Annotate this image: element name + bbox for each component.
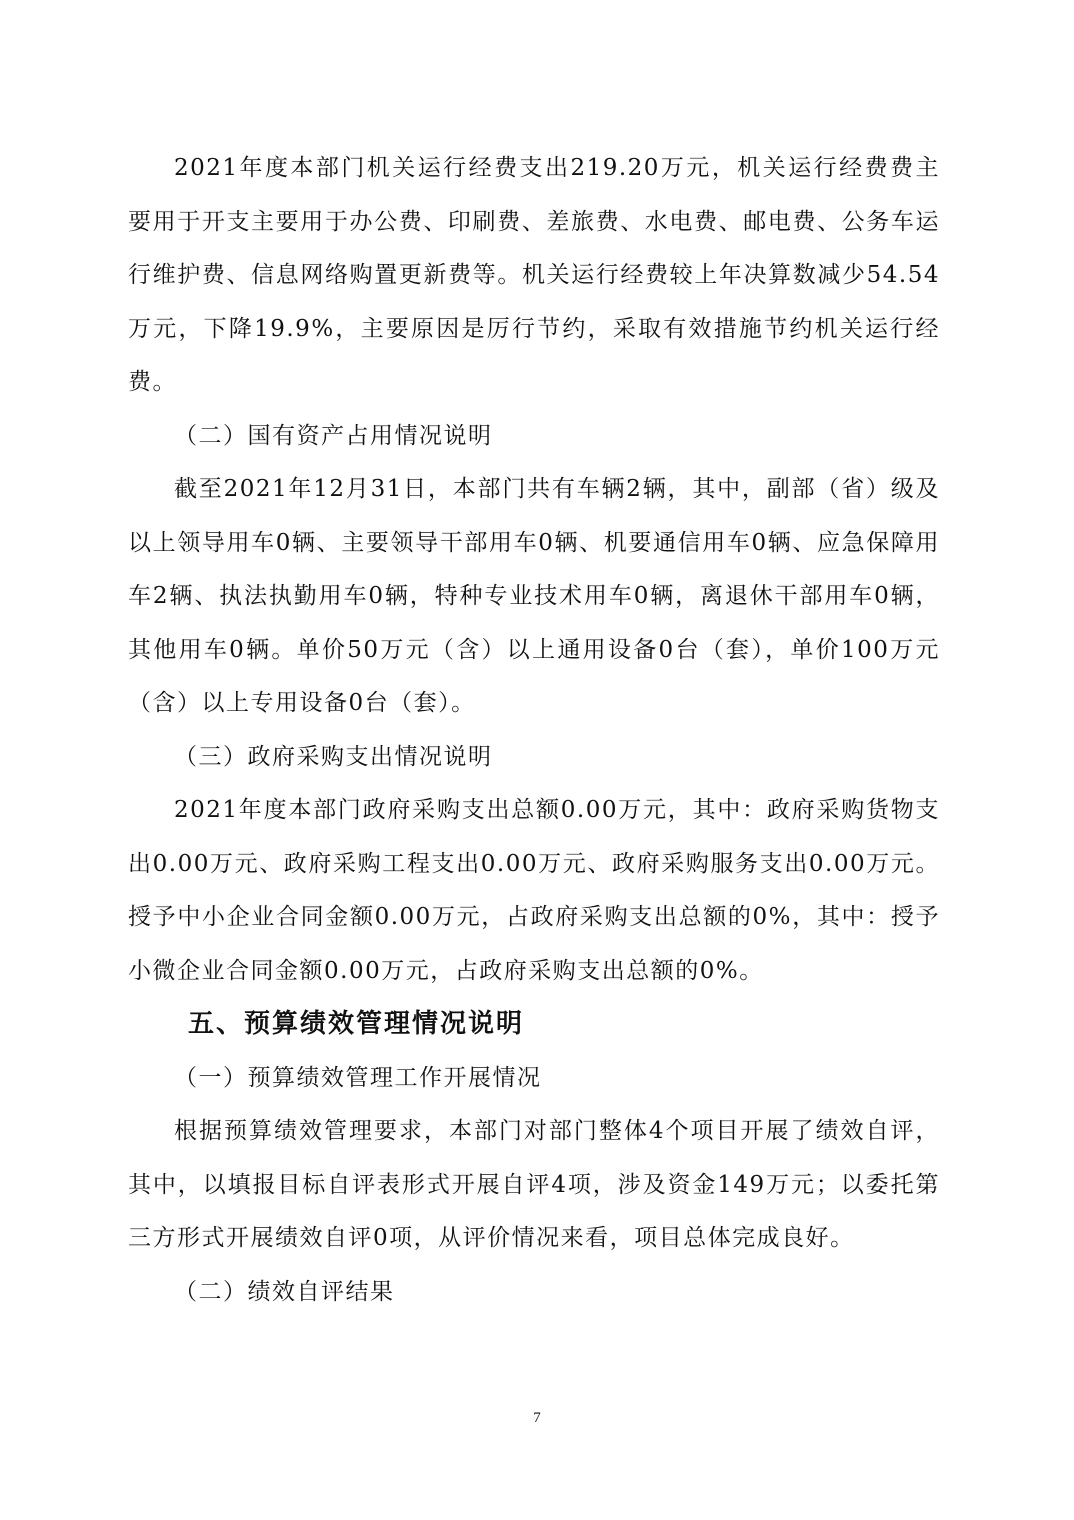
subheading-state-assets: （二）国有资产占用情况说明: [174, 422, 493, 449]
subheading-self-evaluation-results: （二）绩效自评结果: [174, 1278, 395, 1305]
paragraph-operating-expenses: 2021年度本部门机关运行经费支出219.20万元，机关运行经费费主要用于开支主要用于办公费、印刷费、差旅费、水电费、邮电费、公务车运行维护费、信息网络购置更新费等。机关运行经费较上年决算数减少54.54万元，下降19.9%，主要原因是厉行节约，采取有效措施节约机关运行经费。: [128, 155, 940, 395]
paragraph-government-procurement: 2021年度本部门政府采购支出总额0.00万元，其中：政府采购货物支出0.00万元、政府采购工程支出0.00万元、政府采购服务支出0.00万元。授予中小企业合同金额0.00万元，占政府采购支出总额的0%，其中：授予小微企业合同金额0.00万元，占政府采购支出总额的0%。: [128, 797, 940, 984]
section-heading-performance: 五、预算绩效管理情况说明: [188, 1009, 525, 1039]
paragraph-state-assets: 截至2021年12月31日，本部门共有车辆2辆，其中，副部（省）级及以上领导用车0辆、主要领导干部用车0辆、机要通信用车0辆、应急保障用车2辆、执法执勤用车0辆，特种专业技术用车0辆，离退休干部用车0辆，其他用车0辆。单价50万元（含）以上通用设备0台（套），单价100万元（含）以上专用设备0台（套）。: [128, 476, 940, 716]
subheading-government-procurement: （三）政府采购支出情况说明: [174, 743, 493, 770]
subheading-performance-work: （一）预算绩效管理工作开展情况: [174, 1064, 542, 1091]
page-number: 7: [533, 1410, 541, 1426]
page-content: [128, 142, 940, 1319]
paragraph-performance-work: 根据预算绩效管理要求，本部门对部门整体4个项目开展了绩效自评，其中，以填报目标自评表形式开展自评4项，涉及资金149万元；以委托第三方形式开展绩效自评0项，从评价情况来看，项目总体完成良好。: [128, 1118, 940, 1251]
